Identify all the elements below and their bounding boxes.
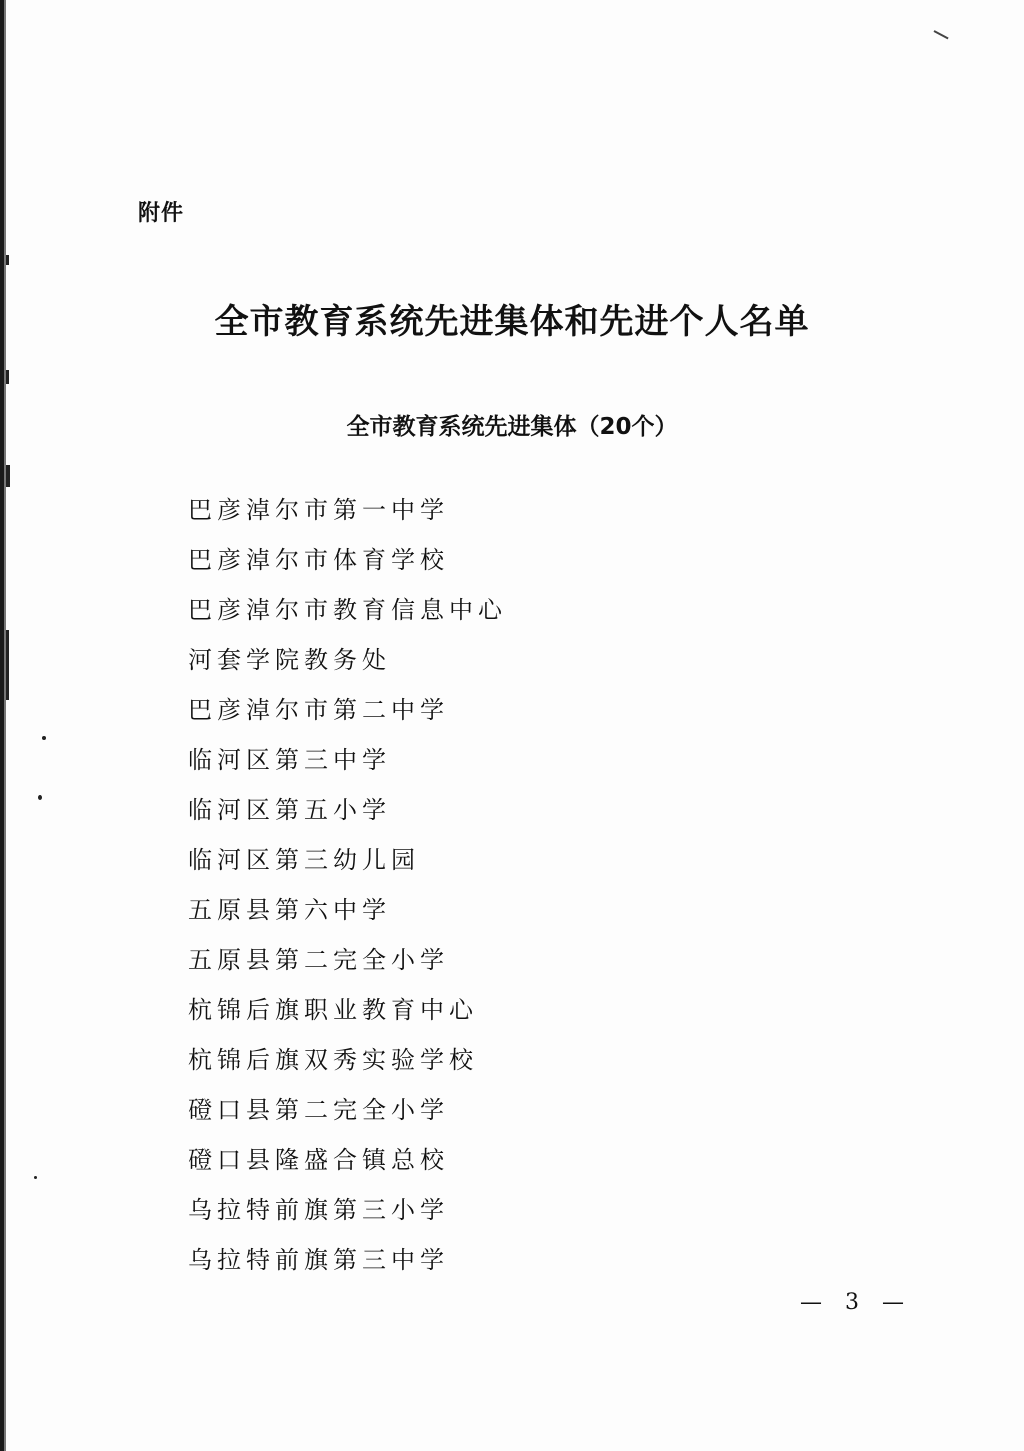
list-item: 磴口县第二完全小学 xyxy=(188,1096,449,1124)
list-item: 五原县第二完全小学 xyxy=(188,946,449,974)
list-item: 临河区第三幼儿园 xyxy=(188,846,420,874)
list-item: 河套学院教务处 xyxy=(188,646,391,674)
list-item: 杭锦后旗职业教育中心 xyxy=(188,996,478,1024)
scan-left-shadow xyxy=(4,0,6,1451)
list-item: 乌拉特前旗第三中学 xyxy=(188,1246,449,1274)
scan-speck xyxy=(34,1176,37,1179)
list-item: 巴彦淖尔市第二中学 xyxy=(188,696,449,724)
list-item: 五原县第六中学 xyxy=(188,896,391,924)
section-heading: 全市教育系统先进集体（20个） xyxy=(346,414,678,440)
collective-list xyxy=(188,490,507,1290)
scan-speck xyxy=(38,795,42,800)
attachment-label: 附件 xyxy=(138,201,185,226)
page-title: 全市教育系统先进集体和先进个人名单 xyxy=(214,302,810,342)
scan-edge-mark xyxy=(6,465,10,487)
scan-edge-mark xyxy=(6,255,9,265)
list-item: 巴彦淖尔市教育信息中心 xyxy=(188,596,507,624)
list-item: 巴彦淖尔市体育学校 xyxy=(188,546,449,574)
scan-speck xyxy=(42,736,46,740)
scan-edge-mark xyxy=(6,630,9,700)
scan-edge-mark xyxy=(6,370,9,384)
list-item: 杭锦后旗双秀实验学校 xyxy=(188,1046,478,1074)
scan-corner-mark xyxy=(934,30,949,39)
page-number: — 3 — xyxy=(800,1290,912,1315)
list-item: 乌拉特前旗第三小学 xyxy=(188,1196,449,1224)
list-item: 临河区第三中学 xyxy=(188,746,391,774)
list-item: 临河区第五小学 xyxy=(188,796,391,824)
list-item: 巴彦淖尔市第一中学 xyxy=(188,496,449,524)
list-item: 磴口县隆盛合镇总校 xyxy=(188,1146,449,1174)
